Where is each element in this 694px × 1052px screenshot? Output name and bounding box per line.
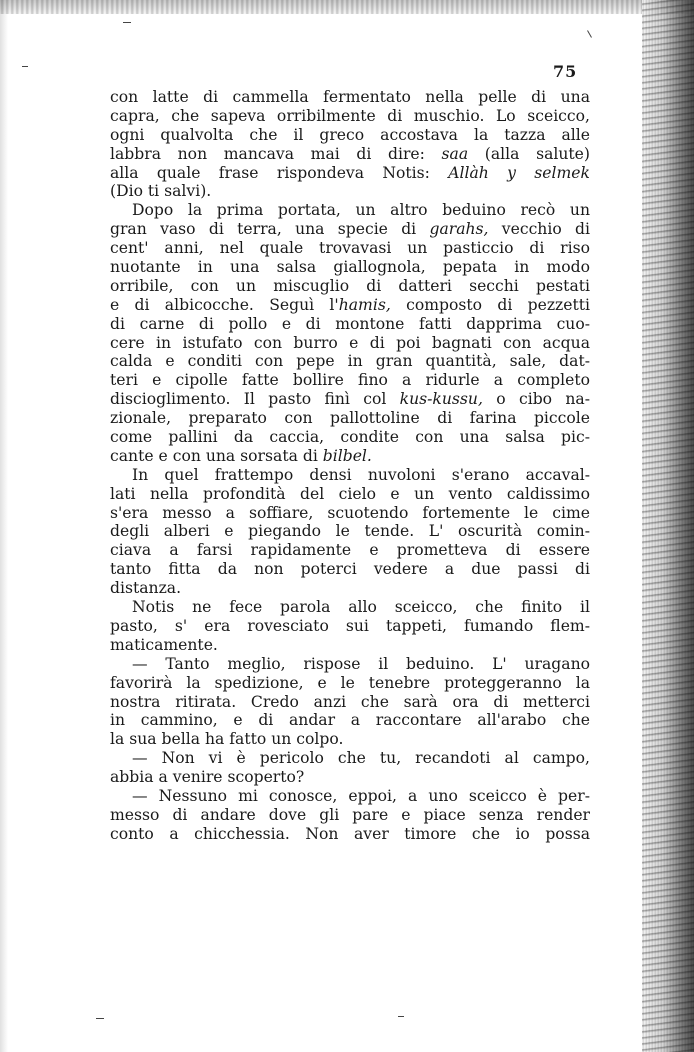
text-line: orribile, con un miscuglio di datteri secchi pestati bbox=[110, 276, 590, 295]
text-line: s'era messo a soffiare, scuotendo fortemente le cime bbox=[110, 503, 590, 522]
text-line: discioglimento. Il pasto finì col kus-kussu, o cibo na- bbox=[110, 390, 590, 409]
text-line: tanto fitta da non poterci vedere a due passi di bbox=[110, 560, 590, 579]
scan-speck bbox=[398, 1016, 404, 1017]
text-line: In quel frattempo densi nuvoloni s'erano accaval- bbox=[132, 465, 590, 484]
text-line: maticamente. bbox=[110, 635, 218, 654]
scan-speck bbox=[123, 22, 131, 23]
text-line: calda e conditi con pepe in gran quantità, sale, dat- bbox=[110, 352, 590, 371]
text-line: — Tanto meglio, rispose il beduino. L' uragano bbox=[132, 654, 590, 673]
text-line: labbra non mancava mai di dire: saa (alla salute) bbox=[110, 144, 590, 163]
page-number: 75 bbox=[553, 62, 578, 81]
text-line: — Nessuno mi conosce, eppoi, a uno sceicco è per- bbox=[132, 786, 590, 805]
italic-term: hamis, bbox=[338, 295, 391, 314]
text-line: distanza. bbox=[110, 579, 182, 598]
text-line: gran vaso di terra, una specie di garahs, vecchio di bbox=[110, 220, 590, 239]
text-line: con latte di cammella fermentato nella pelle di una bbox=[110, 88, 590, 106]
text-line: — Non vi è pericolo che tu, recandoti al campo, bbox=[132, 749, 590, 768]
text-line: cante e con una sorsata di bilbel. bbox=[110, 446, 372, 465]
italic-term: garahs, bbox=[429, 220, 489, 239]
text-line: ciava a farsi rapidamente e prometteva di essere bbox=[110, 541, 590, 560]
text-line: nostra ritirata. Credo anzi che sarà ora di metterci bbox=[110, 692, 590, 711]
text-line: e di albicocche. Seguì l'hamis, composto di pezzetti bbox=[110, 295, 590, 314]
text-line: nuotante in una salsa giallognola, pepata in modo bbox=[110, 258, 590, 277]
scan-speck bbox=[22, 66, 28, 67]
text-line: di carne di pollo e di montone fatti dapprima cuo- bbox=[110, 314, 590, 333]
text-line: ogni qualvolta che il greco accostava la tazza alle bbox=[110, 125, 590, 144]
text-line: conto a chicchessia. Non aver timore che io possa bbox=[110, 824, 590, 843]
text-line: cent' anni, nel quale trovavasi un pasticcio di riso bbox=[110, 239, 590, 258]
text-line: cere in istufato con burro e di poi bagnati con acqua bbox=[110, 333, 590, 352]
text-line: in cammino, e di andar a raccontare all'arabo che bbox=[110, 711, 590, 730]
text-line: pasto, s' era rovesciato sui tappeti, fumando flem- bbox=[110, 616, 590, 635]
italic-term: saa bbox=[441, 144, 469, 163]
text-line: favorirà la spedizione, e le tenebre proteggeranno la bbox=[110, 673, 590, 692]
text-line: messo di andare dove gli pare e piace senza render bbox=[110, 805, 590, 824]
text-line: come pallini da caccia, condite con una salsa pic- bbox=[110, 428, 590, 447]
text-line: Dopo la prima portata, un altro beduino recò un bbox=[132, 201, 590, 220]
scan-speck bbox=[587, 30, 592, 37]
text-line: zionale, preparato con pallottoline di farina piccole bbox=[110, 409, 590, 428]
text-line: teri e cipolle fatte bollire fino a ridurle a completo bbox=[110, 371, 590, 390]
italic-term: kus-kussu, bbox=[399, 390, 483, 409]
text-line: la sua bella ha fatto un colpo. bbox=[110, 730, 344, 749]
text-line: degli alberi e piegando le tende. L' oscurità comin- bbox=[110, 522, 590, 541]
scan-speck bbox=[96, 1018, 104, 1019]
italic-term: bilbel. bbox=[322, 446, 372, 465]
text-line: lati nella profondità del cielo e un vento caldissimo bbox=[110, 484, 590, 503]
text-line: alla quale frase rispondeva Notis: Allàh y selmek bbox=[110, 163, 590, 182]
italic-term: Allàh y selmek bbox=[448, 163, 590, 182]
text-line: Notis ne fece parola allo sceicco, che finito il bbox=[132, 598, 590, 617]
scan-edge-top bbox=[0, 0, 694, 14]
body-text bbox=[110, 88, 590, 844]
text-line: abbia a venire scoperto? bbox=[110, 768, 305, 787]
scan-edge-left bbox=[0, 0, 8, 1052]
text-line: (Dio ti salvi). bbox=[110, 182, 212, 201]
text-line: capra, che sapeva orribilmente di muschio. Lo sceicco, bbox=[110, 106, 590, 125]
scan-edge-right bbox=[642, 0, 694, 1052]
